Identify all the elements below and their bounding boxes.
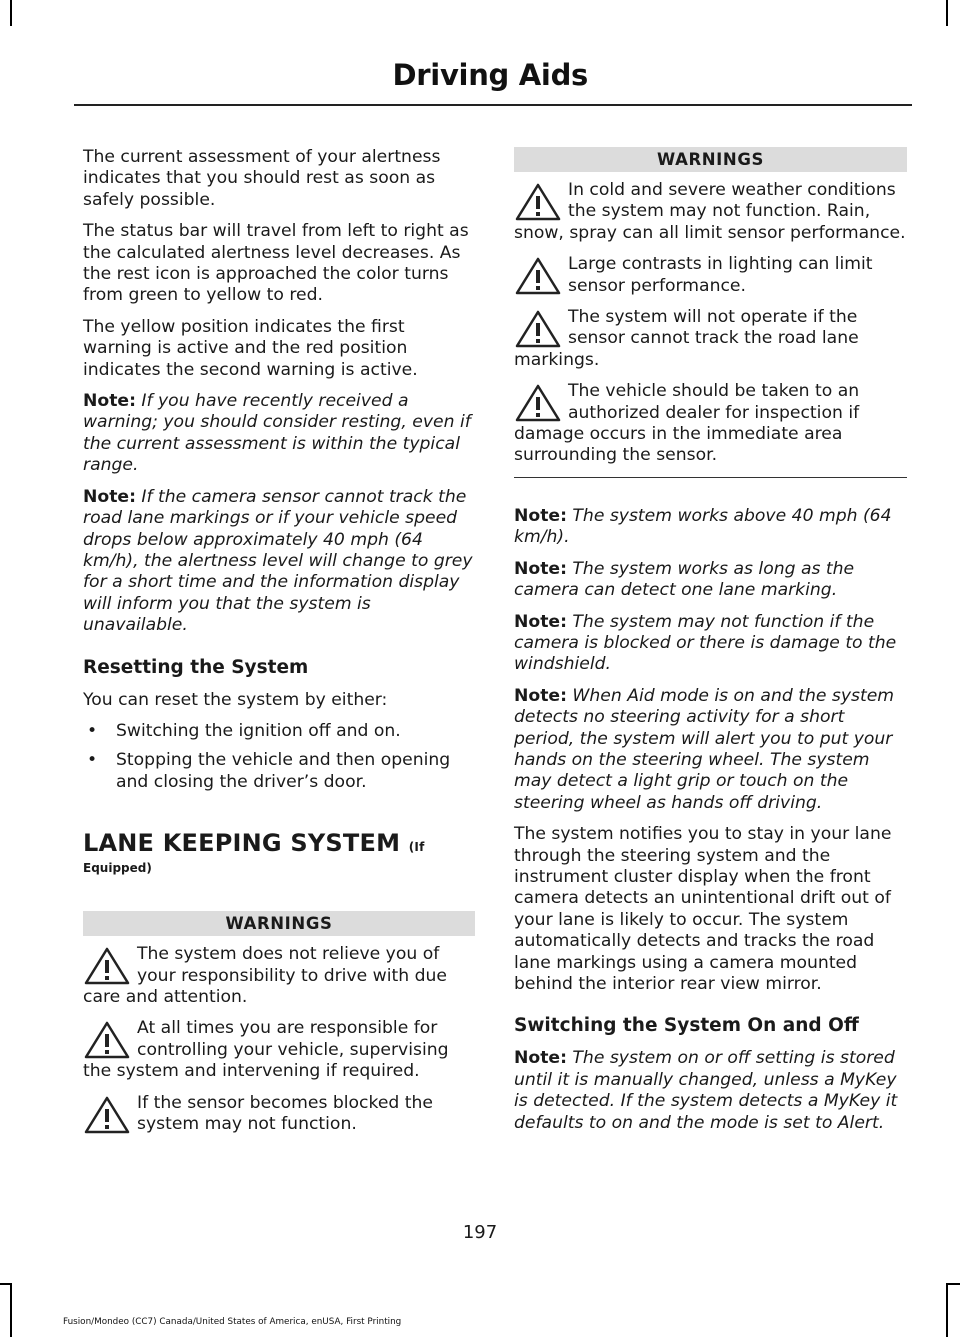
- note: [514, 559, 907, 602]
- warning-item: [83, 1018, 475, 1082]
- paragraph: You can reset the system by either:: [83, 689, 388, 710]
- warning-text: If the sensor becomes blocked the system may not function.: [137, 1092, 434, 1134]
- note-label: Note:: [514, 558, 567, 579]
- left-column: [83, 147, 475, 1145]
- warning-triangle-icon: [514, 309, 562, 349]
- warning-text: At all times you are responsible for controlling your vehicle, supervising the system and intervening if required.: [83, 1018, 449, 1082]
- warning-text: The system will not operate if the sensor cannot track the road lane markings.: [514, 307, 859, 370]
- list-item: • Switching the ignition off and on.: [83, 721, 475, 742]
- crop-mark-bottom-left-v: [10, 1283, 12, 1337]
- paragraph: The current assessment of your alertness indicates that you should rest as soon as safely possible.: [83, 147, 441, 210]
- note-text: When Aid mode is on and the system detects no steering activity for a short period, the system will alert you to put your hands on the steering wheel. The system may detect a light grip or touch on the steering wheel as hands off driving.: [514, 685, 895, 813]
- warnings-heading: WARNINGS: [83, 911, 475, 936]
- warning-text: The vehicle should be taken to an authorized dealer for inspection if damage occurs in the immediate area surrounding the sensor.: [514, 381, 860, 466]
- warning-triangle-icon: [83, 1020, 131, 1060]
- chapter-title: LANE KEEPING SYSTEM: [83, 829, 401, 858]
- right-column: [514, 147, 907, 1144]
- chapter-heading: [83, 829, 475, 857]
- bullet-list: [83, 721, 475, 793]
- crop-mark-top-right: [946, 0, 948, 26]
- warning-triangle-icon: [83, 946, 131, 986]
- crop-mark-bottom-right-v: [946, 1283, 948, 1337]
- page-number: 197: [462, 1222, 498, 1243]
- note-text: The system works above 40 mph (64 km/h).: [514, 505, 892, 548]
- warning-item: [514, 381, 907, 467]
- note: [514, 506, 907, 549]
- note-text: The system works as long as the camera can detect one lane marking.: [514, 558, 855, 601]
- note-label: Note:: [514, 505, 567, 526]
- warning-text: In cold and severe weather conditions the system may not function. Rain, snow, spray can all limit sensor performance.: [514, 180, 906, 243]
- note-label: Note:: [83, 391, 136, 412]
- warning-text: The system does not relieve you of your responsibility to drive with due care and attention.: [83, 944, 447, 1007]
- footer-text: Fusion/Mondeo (CC7) Canada/United States of America, enUSA, First Printing: [63, 1317, 402, 1327]
- section-divider: [514, 477, 907, 478]
- note: [514, 1048, 907, 1134]
- paragraph: The status bar will travel from left to right as the calculated alertness level decreases. As the rest icon is approached the color turns from green to yellow to red.: [83, 221, 469, 306]
- warning-triangle-icon: [514, 383, 562, 423]
- chapter-equipped: Equipped): [83, 861, 152, 876]
- warning-triangle-icon: [83, 1095, 131, 1135]
- note: [514, 612, 907, 676]
- warning-text: Large contrasts in lighting can limit sensor performance.: [568, 254, 873, 296]
- warning-item: [514, 307, 907, 371]
- list-item: • Stopping the vehicle and then opening and closing the driver’s door.: [83, 750, 475, 793]
- paragraph: The system notifies you to stay in your lane through the steering system and the instrument cluster display when the front camera detects an unintentional drift out of your lane is likely to occur. The system automatically detects and tracks the road lane markings using a camera mounted behind the interior rear view mirror.: [514, 824, 892, 994]
- note-text: The system may not function if the camera is blocked or there is damage to the windshield.: [514, 611, 897, 675]
- chapter-if: (If: [408, 840, 425, 855]
- note: [83, 487, 475, 637]
- header-rule: [74, 104, 912, 106]
- note-text: If you have recently received a warning; you should consider resting, even if the current assessment is within the typical range.: [83, 391, 471, 476]
- warnings-heading: WARNINGS: [514, 147, 907, 172]
- note-label: Note:: [514, 611, 567, 632]
- warning-triangle-icon: [514, 182, 562, 222]
- note: [514, 686, 907, 814]
- note-label: Note:: [83, 486, 136, 507]
- section-heading: Switching the System On and Off: [514, 1015, 859, 1037]
- warning-item: [514, 254, 907, 297]
- crop-mark-bottom-right-h: [946, 1283, 960, 1285]
- note: [83, 391, 475, 477]
- note-label: Note:: [514, 1048, 567, 1069]
- note-text: If the camera sensor cannot track the road lane markings or if your vehicle speed drops below approximately 40 mph (64 km/h), the alertness level will change to grey for a short time and the information display will inform you that the system is unavailable.: [83, 486, 473, 636]
- warning-item: [83, 1093, 475, 1136]
- paragraph: The yellow position indicates the first warning is active and the red position indicates the second warning is active.: [83, 316, 418, 380]
- page-title: Driving Aids: [392, 58, 588, 92]
- note-text: The system on or off setting is stored until it is manually changed, unless a MyKey is detected. If the system detects a MyKey it defaults to on and the mode is set to Alert.: [514, 1048, 898, 1133]
- section-heading: Resetting the System: [83, 656, 309, 678]
- warning-item: [83, 944, 475, 1008]
- crop-mark-top-left: [10, 0, 12, 26]
- warning-item: [514, 180, 907, 244]
- warning-triangle-icon: [514, 256, 562, 296]
- note-label: Note:: [514, 685, 567, 706]
- crop-mark-bottom-left-h: [0, 1283, 12, 1285]
